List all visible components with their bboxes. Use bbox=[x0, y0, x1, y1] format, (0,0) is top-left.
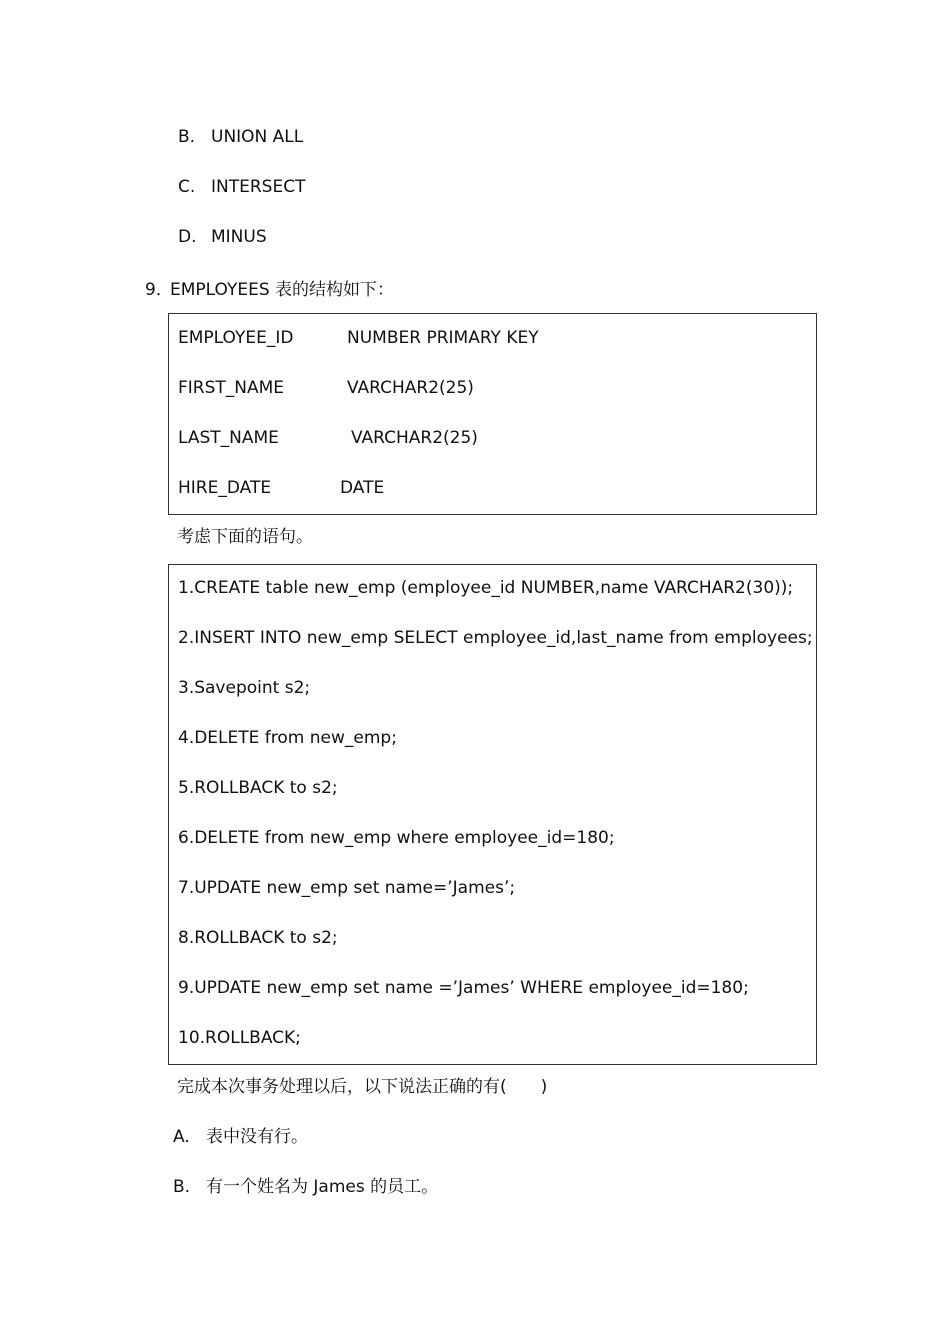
column-type: NUMBER PRIMARY KEY bbox=[347, 328, 539, 348]
statement-line: 8.ROLLBACK to s2; bbox=[178, 928, 338, 948]
answer-option-text-a: 表中没有行。 bbox=[206, 1127, 308, 1147]
statement-line: 1.CREATE table new_emp (employee_id NUMBER,name VARCHAR2(30)); bbox=[178, 578, 794, 598]
answer-option-letter-a: A. bbox=[173, 1127, 190, 1147]
statement-line: 5.ROLLBACK to s2; bbox=[178, 778, 338, 798]
column-name: FIRST_NAME bbox=[178, 378, 285, 398]
answer-option-text-b: 有一个姓名为 James 的员工。 bbox=[206, 1177, 439, 1197]
column-name: EMPLOYEE_ID bbox=[178, 328, 294, 348]
statement-line: 10.ROLLBACK; bbox=[178, 1028, 301, 1048]
statement-line: 3.Savepoint s2; bbox=[178, 678, 311, 698]
option-letter-b: B. bbox=[178, 127, 196, 147]
column-type: VARCHAR2(25) bbox=[351, 428, 478, 448]
column-type: DATE bbox=[340, 478, 385, 498]
statement-line: 6.DELETE from new_emp where employee_id=180; bbox=[178, 828, 615, 848]
table-structure-box bbox=[168, 313, 817, 515]
column-type: VARCHAR2(25) bbox=[347, 378, 474, 398]
statement-line: 9.UPDATE new_emp set name =’James’ WHERE employee_id=180; bbox=[178, 978, 749, 998]
column-name: HIRE_DATE bbox=[178, 478, 272, 498]
statement-line: 7.UPDATE new_emp set name=’James’; bbox=[178, 878, 516, 898]
question-number: 9． bbox=[145, 280, 173, 300]
column-name: LAST_NAME bbox=[178, 428, 279, 448]
option-letter-c: C. bbox=[178, 177, 196, 197]
option-text-minus: MINUS bbox=[211, 227, 267, 247]
option-text-intersect: INTERSECT bbox=[211, 177, 306, 197]
question-prompt: 完成本次事务处理以后，以下说法正确的有( ) bbox=[177, 1077, 548, 1097]
consider-text: 考虑下面的语句。 bbox=[177, 527, 313, 547]
statement-line: 4.DELETE from new_emp; bbox=[178, 728, 397, 748]
statements-box bbox=[168, 564, 817, 1065]
option-text-union-all: UNION ALL bbox=[211, 127, 304, 147]
question-text: EMPLOYEES 表的结构如下： bbox=[170, 280, 395, 300]
answer-option-letter-b: B. bbox=[173, 1177, 191, 1197]
option-letter-d: D. bbox=[178, 227, 197, 247]
statement-line: 2.INSERT INTO new_emp SELECT employee_id,last_name from employees; bbox=[178, 628, 813, 648]
